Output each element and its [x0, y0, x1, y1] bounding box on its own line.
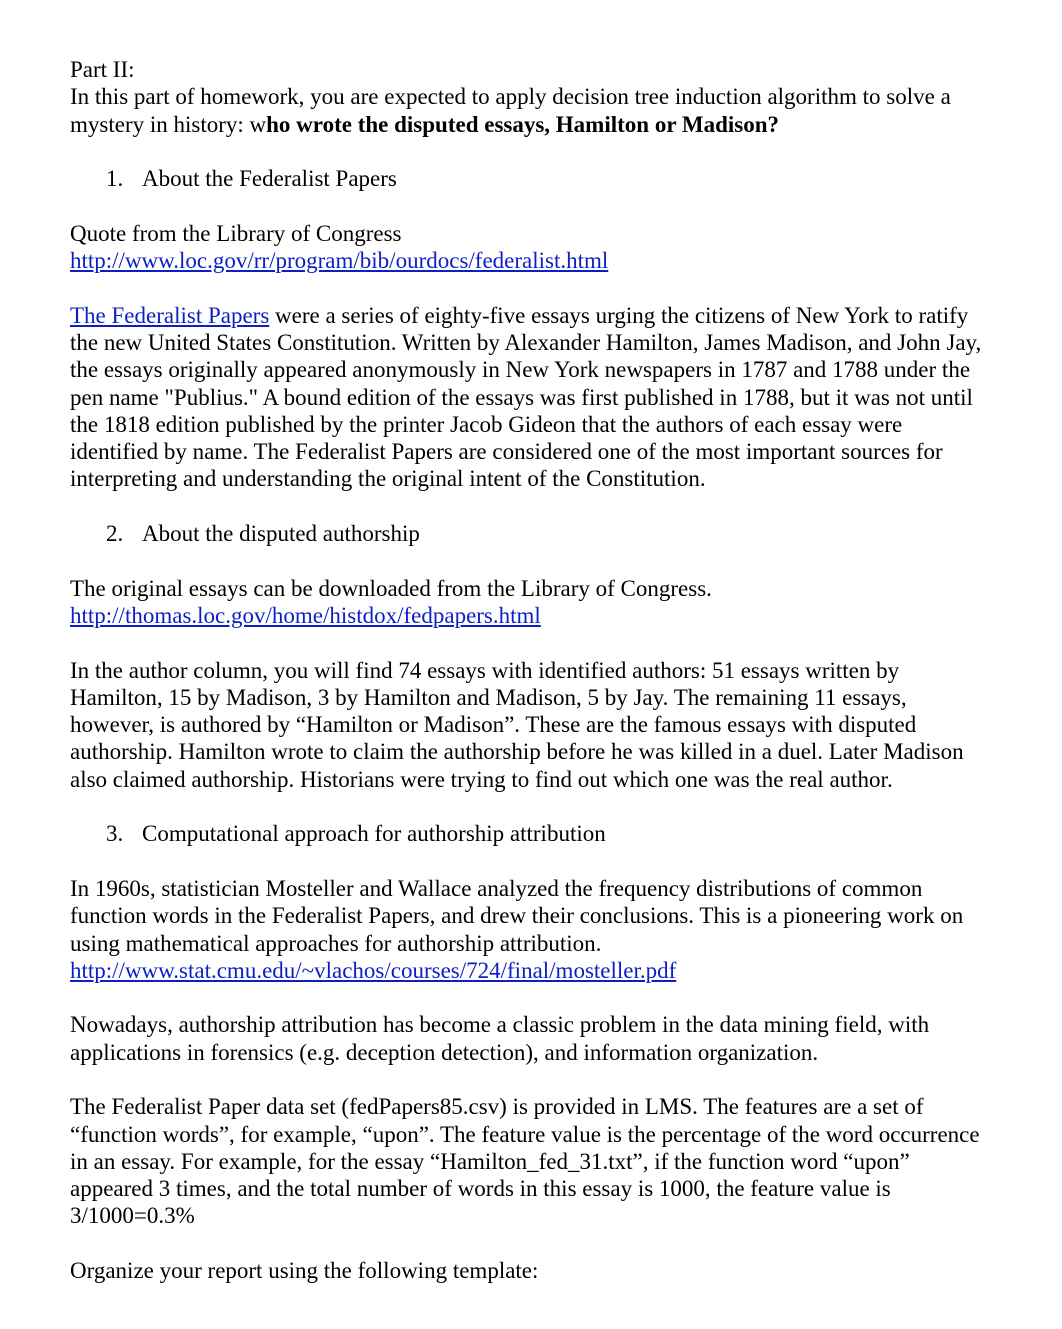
section-3-title: Computational approach for authorship attribution	[142, 821, 606, 847]
section-1-number: 1.	[106, 166, 124, 192]
federalist-text: were a series of eighty-five essays urging the citizens of New York to ratify the new United States Constitution. Written by Alexander Hamilton, James Madison, and John Jay, the essays originally appeared anonymously in New York newspapers in 1787 and 1788 under the pen name "Publius." A bound edition of the essays was first published in 1788, but it was not until the 1818 edition published by the printer Jacob Gideon that the authors of each essay were identified by name. The Federalist Papers are considered one of the most important sources for interpreting and understanding the original intent of the Constitution.	[70, 302, 982, 492]
link-1-line	[70, 247, 995, 274]
mosteller-pdf-link[interactable]: http://www.stat.cmu.edu/~vlachos/courses/724/final/mosteller.pdf	[70, 957, 677, 983]
section-2-heading	[106, 520, 995, 547]
author-paragraph: In the author column, you will find 74 essays with identified authors: 51 essays written by Hamilton, 15 by Madison, 3 by Hamilton and Madison, 5 by Jay. The remaining 11 essays, however, is authored by “Hamilton or Madison”. These are the famous essays with disputed authorship. Hamilton wrote to claim the authorship before he was killed in a duel. Later Madison also claimed authorship. Historians were trying to find out which one was the real author.	[70, 657, 964, 792]
closing-text: Organize your report using the following template:	[70, 1258, 539, 1284]
intro-question: ho wrote the disputed essays, Hamilton or Madison?	[266, 111, 780, 137]
intro-text: In this part of homework, you are expected to apply decision tree induction algorithm to solve a mystery in history: w	[70, 84, 951, 137]
dataset-paragraph: The Federalist Paper data set (fedPapers85.csv) is provided in LMS. The features are a set of “function words”, for example, “upon”. The feature value is the percentage of the word occurrence in an essay. For example, for the essay “Hamilton_fed_31.txt”, if the function word “upon” appeared 3 times, and the total number of words in this essay is 1000, the feature value is 3/1000=0.3%	[70, 1094, 980, 1229]
document-page	[70, 56, 995, 1284]
section-2-number: 2.	[106, 521, 124, 547]
loc-federalist-link[interactable]: http://www.loc.gov/rr/program/bib/ourdocs/federalist.html	[70, 248, 609, 274]
mosteller-paragraph: In 1960s, statistician Mosteller and Wallace analyzed the frequency distributions of common function words in the Federalist Papers, and drew their conclusions. This is a pioneering work on using mathematical approaches for authorship attribution.	[70, 875, 964, 956]
fedpapers-link[interactable]: http://thomas.loc.gov/home/histdox/fedpapers.html	[70, 602, 541, 628]
link-2-line	[70, 602, 995, 629]
intro-paragraph	[70, 83, 995, 138]
nowadays-paragraph: Nowadays, authorship attribution has become a classic problem in the data mining field, with applications in forensics (e.g. deception detection), and information organization.	[70, 1012, 930, 1065]
section-2-title: About the disputed authorship	[142, 521, 420, 547]
link-3-line	[70, 957, 995, 984]
section-1-title: About the Federalist Papers	[142, 166, 397, 192]
section-3-heading	[106, 820, 995, 847]
section-1-heading	[106, 165, 995, 192]
federalist-papers-link[interactable]: The Federalist Papers	[70, 302, 270, 328]
part-heading: Part II:	[70, 57, 135, 82]
section-3-number: 3.	[106, 821, 124, 847]
quote-source: Quote from the Library of Congress	[70, 220, 402, 246]
download-text: The original essays can be downloaded from the Library of Congress.	[70, 575, 712, 601]
federalist-paragraph	[70, 302, 995, 493]
